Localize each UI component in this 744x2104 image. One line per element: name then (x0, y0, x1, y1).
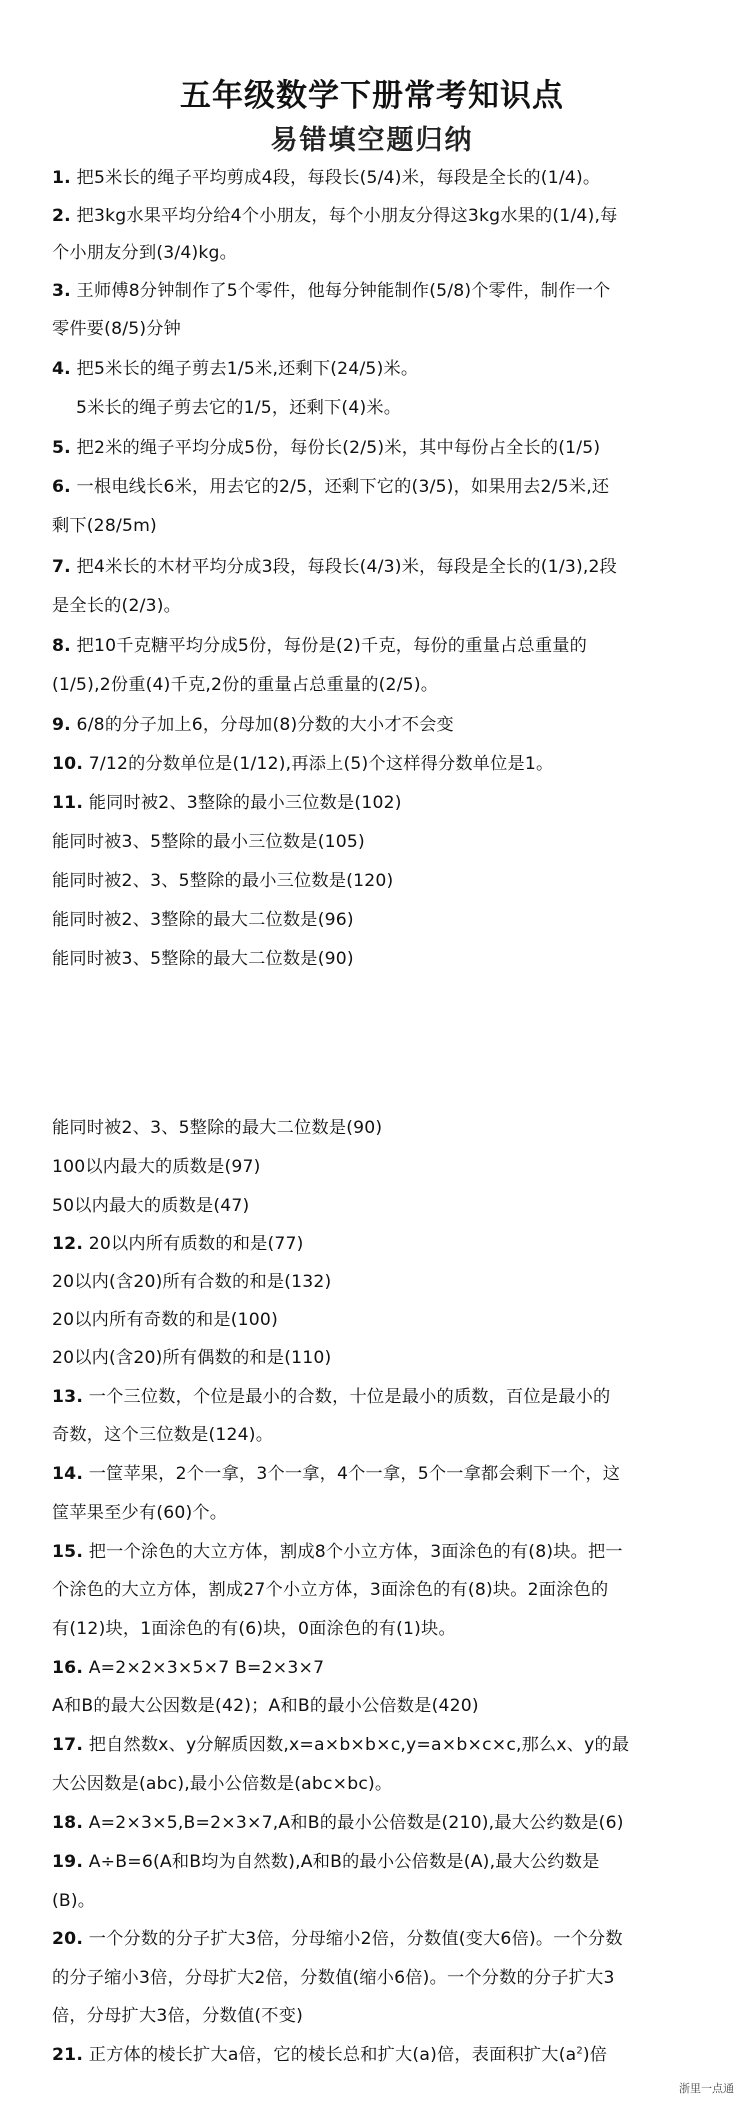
question-line: 是全长的(2/3)。 (52, 596, 182, 616)
question-line: 能同时被3、5整除的最小三位数是(105) (52, 832, 365, 852)
question-line: 筐苹果至少有(60)个。 (52, 1503, 228, 1523)
question-line: 10. 7/12的分数单位是(1/12),再添上(5)个这样得分数单位是1。 (52, 754, 554, 774)
question-line: 9. 6/8的分子加上6，分母加(8)分数的大小才不会变 (52, 715, 454, 735)
document-title: 五年级数学下册常考知识点 (180, 78, 564, 114)
question-line: 能同时被2、3、5整除的最大二位数是(90) (52, 1118, 383, 1138)
question-line: 个涂色的大立方体，割成27个小立方体，3面涂色的有(8)块。2面涂色的 (52, 1580, 609, 1600)
question-line: 12. 20以内所有质数的和是(77) (52, 1234, 304, 1254)
question-line: 20以内所有奇数的和是(100) (52, 1310, 278, 1330)
question-line: (1/5),2份重(4)千克,2份的重量占总重量的(2/5)。 (52, 675, 439, 695)
question-line: 20以内(含20)所有偶数的和是(110) (52, 1348, 332, 1368)
question-line: 奇数，这个三位数是(124)。 (52, 1425, 274, 1445)
question-line: 6. 一根电线长6米，用去它的2/5，还剩下它的(3/5)，如果用去2/5米,还 (52, 477, 610, 497)
question-line: 有(12)块，1面涂色的有(6)块，0面涂色的有(1)块。 (52, 1619, 456, 1639)
question-line: 能同时被3、5整除的最大二位数是(90) (52, 949, 354, 969)
question-line: 4. 把5米长的绳子剪去1/5米,还剩下(24/5)米。 (52, 359, 419, 379)
superscript: 2 (576, 2045, 583, 2057)
question-line: 21. 正方体的棱长扩大a倍，它的棱长总和扩大(a)倍，表面积扩大$(a^2)$倍 (52, 2045, 608, 2065)
question-line: 100以内最大的质数是(97) (52, 1157, 261, 1177)
question-line: 2. 把3kg水果平均分给4个小朋友，每个小朋友分得这3kg水果的(1/4),每 (52, 206, 618, 226)
question-line: A和B的最大公因数是(42)；A和B的最小公倍数是(420) (52, 1696, 479, 1716)
question-line: (B)。 (52, 1891, 96, 1911)
question-line: 16. A=2×2×3×5×7 B=2×3×7 (52, 1658, 325, 1678)
question-line: 17. 把自然数x、y分解质因数,x=a×b×b×c,y=a×b×c×c,那么x、y的最 (52, 1735, 630, 1755)
question-line: 13. 一个三位数，个位是最小的合数，十位是最小的质数，百位是最小的 (52, 1387, 611, 1407)
question-line: 5米长的绳子剪去它的1/5，还剩下(4)米。 (76, 398, 402, 418)
question-line: 19. A÷B=6(A和B均为自然数),A和B的最小公倍数是(A),最大公约数是 (52, 1852, 600, 1872)
question-line: 7. 把4米长的木材平均分成3段，每段长(4/3)米，每段是全长的(1/3),2段 (52, 557, 618, 577)
document-subtitle: 易错填空题归纳 (270, 125, 474, 156)
question-line: 1. 把5米长的绳子平均剪成4段，每段长(5/4)米，每段是全长的(1/4)。 (52, 168, 601, 188)
question-line: 3. 王师傅8分钟制作了5个零件，他每分钟能制作(5/8)个零件，制作一个 (52, 281, 611, 301)
question-line: 20以内(含20)所有合数的和是(132) (52, 1272, 332, 1292)
question-line: 50以内最大的质数是(47) (52, 1196, 250, 1216)
question-line: 大公因数是(abc),最小公倍数是(abc×bc)。 (52, 1774, 393, 1794)
question-line: 14. 一筐苹果，2个一拿，3个一拿，4个一拿，5个一拿都会剩下一个，这 (52, 1464, 621, 1484)
question-line: 20. 一个分数的分子扩大3倍，分母缩小2倍，分数值(变大6倍)。一个分数 (52, 1929, 623, 1949)
question-line: 5. 把2米的绳子平均分成5份，每份长(2/5)米，其中每份占全长的(1/5) (52, 438, 601, 458)
question-line: 个小朋友分到(3/4)kg。 (52, 243, 238, 263)
question-line: 倍，分母扩大3倍，分数值(不变) (52, 2006, 303, 2026)
question-line: 11. 能同时被2、3整除的最小三位数是(102) (52, 793, 402, 813)
question-line: 8. 把10千克糖平均分成5份，每份是(2)千克，每份的重量占总重量的 (52, 636, 587, 656)
question-line: 能同时被2、3整除的最大二位数是(96) (52, 910, 354, 930)
question-line: 18. A=2×3×5,B=2×3×7,A和B的最小公倍数是(210),最大公约数是(6) (52, 1813, 624, 1833)
question-line: 剩下(28/5m) (52, 516, 157, 536)
question-line: 能同时被2、3、5整除的最小三位数是(120) (52, 871, 394, 891)
question-line: 的分子缩小3倍，分母扩大2倍，分数值(缩小6倍)。一个分数的分子扩大3 (52, 1968, 615, 1988)
watermark-footer: 浙里一点通 (679, 2082, 734, 2095)
question-line: 15. 把一个涂色的大立方体，割成8个小立方体，3面涂色的有(8)块。把一 (52, 1542, 623, 1562)
question-line: 零件要(8/5)分钟 (52, 319, 182, 339)
